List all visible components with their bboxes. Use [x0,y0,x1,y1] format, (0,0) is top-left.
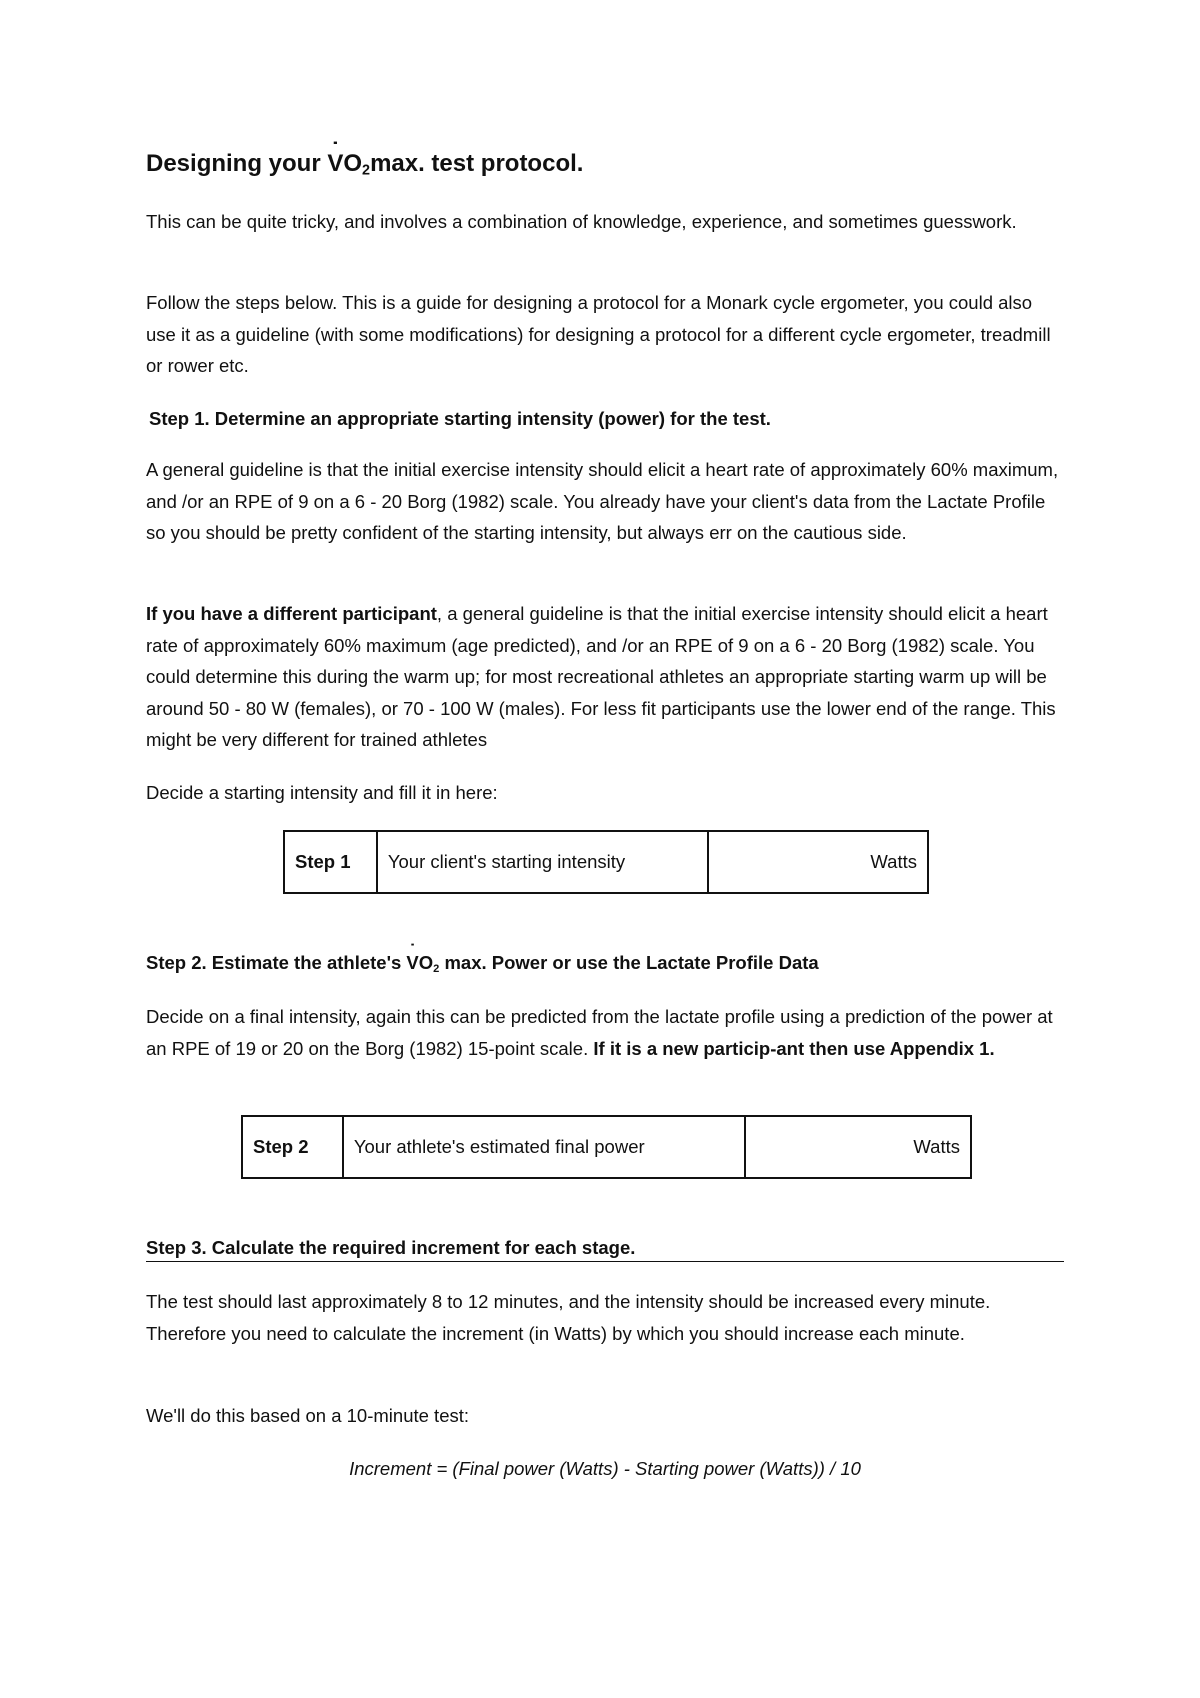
step2-table-unit-cell[interactable]: Watts [745,1116,971,1178]
step2-paragraph-1-bold: If it is a new particip-ant then use Appendix 1. [593,1037,995,1059]
step2-heading-v-dot: ˙ V [406,947,418,979]
title-subscript: 2 [362,162,371,179]
intro-paragraph-2: Follow the steps below. This is a guide for designing a protocol for a Monark cycle ergometer, you could also use it as a guideline (with some modifications) for designing a protocol for a different cycle ergometer, treadmill or rower etc. [146,292,1051,376]
step1-table-description: Your client's starting intensity [377,831,708,893]
step2-heading-o: O [418,952,434,973]
step2-heading-prefix: Step 2. Estimate the athlete's [146,952,407,973]
step1-paragraph-3: Decide a starting intensity and fill it in here: [146,782,498,803]
step1-paragraph-2-bold: If you have a different participant [146,603,437,624]
step1-table-row [284,831,928,893]
step1-paragraph-2 [146,598,1064,756]
step3-paragraph-1: The test should last approximately 8 to 12 minutes, and the intensity should be increased every minute. Therefore you need to calculate the increment (in Watts) by which you should increase each minute. [146,1291,991,1344]
step3-paragraph-2: We'll do this based on a 10-minute test: [146,1405,470,1426]
step1-table-unit-cell[interactable]: Watts [708,831,928,893]
step3-heading-rule [146,1261,1064,1262]
step2-table-label: Step 2 [242,1116,343,1178]
step2-heading-suffix: max. Power or use the Lactate Profile Data [439,952,819,973]
title-o: O [343,150,363,177]
step2-paragraph-1-text: Decide on a final intensity, again this can be predicted from the lactate profile using a prediction of the power at an RPE of 19 or 20 on the Borg (1982) 15-point scale. [146,1006,1053,1059]
step1-table-label: Step 1 [284,831,377,893]
intro-paragraph-1: This can be quite tricky, and involves a combination of knowledge, experience, and sometimes guesswork. [146,211,1017,232]
page-title [146,150,583,179]
increment-formula: Increment = (Final power (Watts) - Starting power (Watts)) / 10 [349,1458,861,1479]
title-v-dot: ˙ V [327,150,343,178]
step1-table [283,830,929,894]
step1-heading: Step 1. Determine an appropriate starting intensity (power) for the test. [149,408,771,429]
step1-paragraph-2-rest: , a general guideline is that the initial exercise intensity should elicit a heart rate of approximately 60% maximum (age predicted), and /or an RPE of 9 on a 6 - 20 Borg (1982) scale. You could determine this during the warm up; for most recreational athletes an appropriate starting warm up will be around 50 - 80 W (females), or 70 - 100 W (males). For less fit participants use the lower end of the range. This might be very different for trained athletes [146,603,1056,750]
step2-heading-subscript: 2 [433,962,440,975]
step2-paragraph-1 [146,1001,1064,1064]
step2-table-description: Your athlete's estimated final power [343,1116,745,1178]
step2-table-row [242,1116,971,1178]
title-prefix: Designing your [146,150,328,177]
step1-paragraph-1: A general guideline is that the initial exercise intensity should elicit a heart rate of approximately 60% maximum, and /or an RPE of 9 on a 6 - 20 Borg (1982) scale. You already have your client's data from the Lactate Profile so you should be pretty confident of the starting intensity, but always err on the cautious side. [146,459,1059,543]
title-suffix: max. test protocol. [370,150,584,177]
step3-heading: Step 3. Calculate the required increment for each stage. [146,1237,636,1258]
step2-table [241,1115,972,1179]
step2-heading [146,947,1064,985]
